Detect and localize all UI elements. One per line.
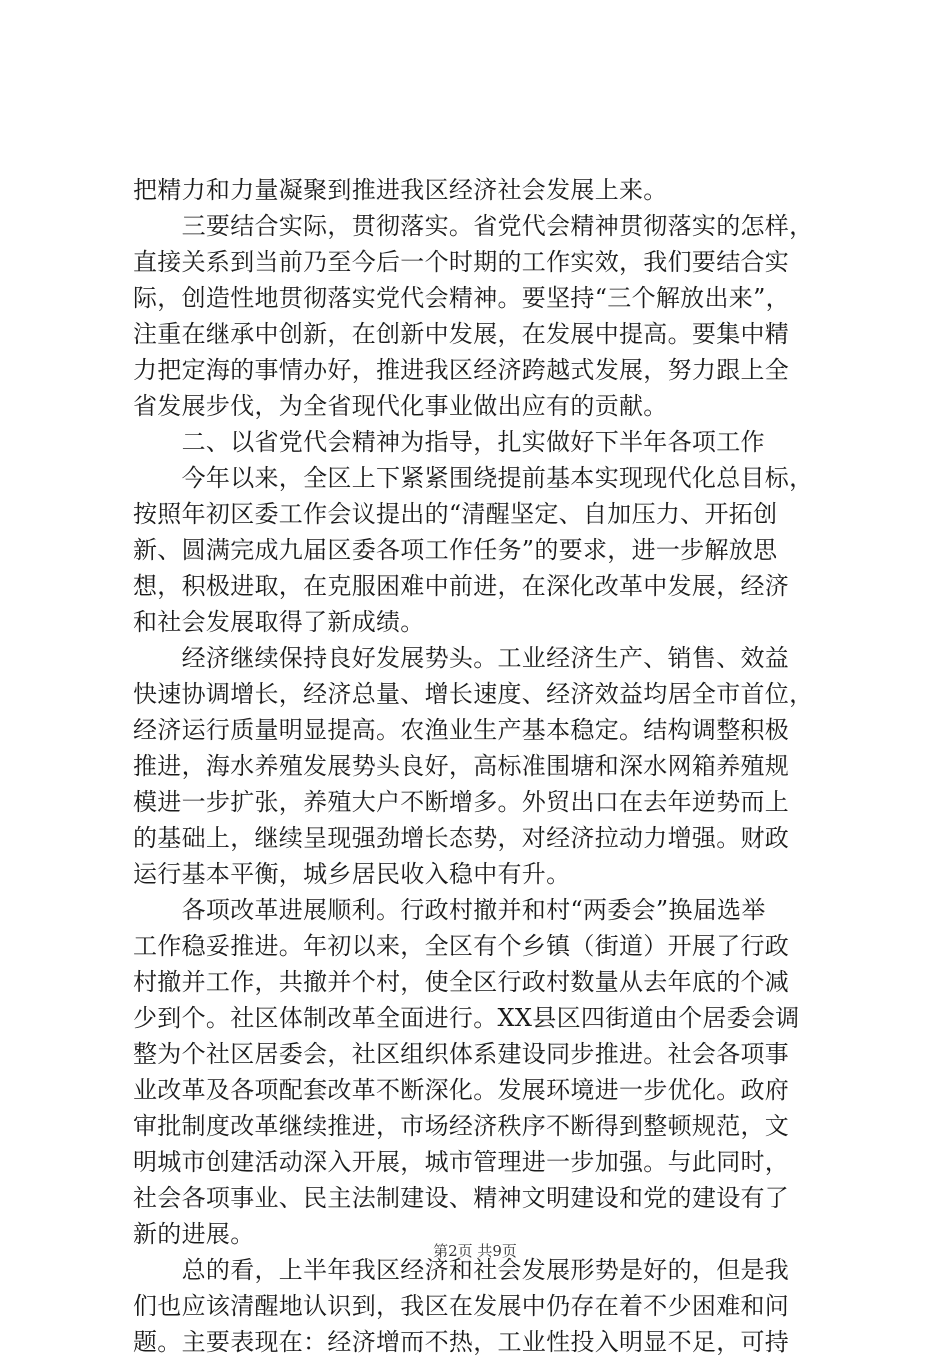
text-line: 模进一步扩张，养殖大户不断增多。外贸出口在去年逆势而上	[133, 788, 790, 816]
text-line: 今年以来，全区上下紧紧围绕提前基本实现现代化总目标，	[133, 464, 814, 492]
text-line: 明城市创建活动深入开展，城市管理进一步加强。与此同时，	[133, 1148, 790, 1176]
text-line: 推进，海水养殖发展势头良好，高标准围塘和深水网箱养殖规	[133, 752, 790, 780]
text-line: 整为个社区居委会，社区组织体系建设同步推进。社会各项事	[133, 1040, 790, 1068]
text-line: 新的进展。	[133, 1220, 255, 1248]
text-line: 想，积极进取，在克服困难中前进，在深化改革中发展，经济	[133, 572, 790, 600]
text-line: 题。主要表现在：经济增而不热，工业性投入明显不足，可持	[133, 1328, 790, 1356]
text-line: 们也应该清醒地认识到，我区在发展中仍存在着不少困难和问	[133, 1292, 790, 1320]
text-line: 和社会发展取得了新成绩。	[133, 608, 425, 636]
text-line: 村撤并工作，共撤并个村，使全区行政村数量从去年底的个减	[133, 968, 790, 996]
text-line: 经济继续保持良好发展势头。工业经济生产、销售、效益	[133, 644, 790, 672]
text-line: 少到个。社区体制改革全面进行。XX县区四街道由个居委会调	[133, 1004, 800, 1032]
text-line: 社会各项事业、民主法制建设、精神文明建设和党的建设有了	[133, 1184, 790, 1212]
text-line: 注重在继承中创新，在创新中发展，在发展中提高。要集中精	[133, 320, 790, 348]
text-line: 把精力和力量凝聚到推进我区经济社会发展上来。	[133, 176, 668, 204]
text-line: 总的看，上半年我区经济和社会发展形势是好的，但是我	[133, 1256, 790, 1284]
document-body	[133, 172, 823, 1360]
text-line: 新、圆满完成九届区委各项工作任务”的要求，进一步解放思	[133, 536, 778, 564]
text-line: 运行基本平衡，城乡居民收入稳中有升。	[133, 860, 571, 888]
text-line: 工作稳妥推进。年初以来，全区有个乡镇（街道）开展了行政	[133, 932, 790, 960]
page-footer: 第2页 共9页	[433, 1242, 517, 1260]
text-line: 际，创造性地贯彻落实党代会精神。要坚持“三个解放出来”，	[133, 284, 790, 312]
text-line: 按照年初区委工作会议提出的“清醒坚定、自加压力、开拓创	[133, 500, 778, 528]
text-line: 的基础上，继续呈现强劲增长态势，对经济拉动力增强。财政	[133, 824, 790, 852]
text-line: 经济运行质量明显提高。农渔业生产基本稳定。结构调整积极	[133, 716, 790, 744]
text-line: 各项改革进展顺利。行政村撤并和村“两委会”换届选举	[133, 896, 766, 924]
text-line: 业改革及各项配套改革不断深化。发展环境进一步优化。政府	[133, 1076, 790, 1104]
text-line: 二、以省党代会精神为指导，扎实做好下半年各项工作	[133, 428, 765, 456]
text-line: 快速协调增长，经济总量、增长速度、经济效益均居全市首位，	[133, 680, 814, 708]
text-line: 直接关系到当前乃至今后一个时期的工作实效，我们要结合实	[133, 248, 790, 276]
text-line: 省发展步伐，为全省现代化事业做出应有的贡献。	[133, 392, 668, 420]
text-line: 三要结合实际，贯彻落实。省党代会精神贯彻落实的怎样，	[133, 212, 814, 240]
text-line: 力把定海的事情办好，推进我区经济跨越式发展，努力跟上全	[133, 356, 790, 384]
text-line: 审批制度改革继续推进，市场经济秩序不断得到整顿规范，文	[133, 1112, 790, 1140]
